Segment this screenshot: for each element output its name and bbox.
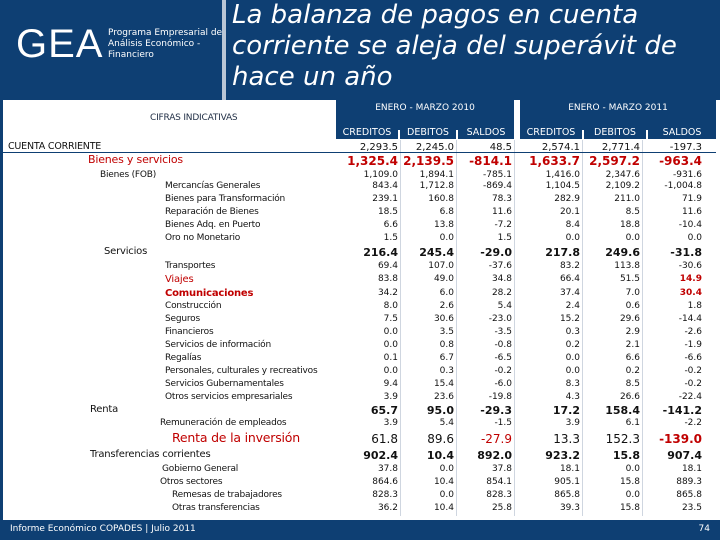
program-subtitle: Programa Empresarial de Análisis Económico - Financiero bbox=[108, 28, 223, 60]
cell-value: -0.2 bbox=[494, 366, 512, 376]
cell-value: -22.4 bbox=[678, 392, 702, 402]
table-row bbox=[0, 404, 720, 418]
cell-value: -0.2 bbox=[684, 379, 702, 389]
row-label: Mercancías Generales bbox=[165, 181, 261, 191]
cell-value: 1,712.8 bbox=[419, 181, 454, 191]
header-band bbox=[0, 0, 720, 100]
cell-value: 15.4 bbox=[433, 379, 454, 389]
row-label: Financieros bbox=[165, 327, 214, 337]
cell-value: 3.9 bbox=[383, 418, 398, 428]
cell-value: 14.9 bbox=[679, 274, 702, 284]
cell-value: 83.2 bbox=[559, 261, 580, 271]
col-header-debitos-2011: DEBITOS bbox=[584, 127, 646, 139]
cell-value: 905.1 bbox=[554, 477, 580, 487]
cell-value: -1,004.8 bbox=[664, 181, 702, 191]
cell-value: -6.5 bbox=[494, 353, 512, 363]
cell-value: 51.5 bbox=[619, 274, 640, 284]
cell-value: 37.4 bbox=[559, 288, 580, 298]
cell-value: 923.2 bbox=[545, 449, 580, 462]
row-label: Bienes y servicios bbox=[88, 153, 183, 166]
row-label: Servicios Gubernamentales bbox=[165, 379, 284, 389]
table-row bbox=[0, 301, 720, 312]
cell-value: 8.0 bbox=[383, 301, 398, 311]
cell-value: 49.0 bbox=[433, 274, 454, 284]
cell-value: 889.3 bbox=[676, 477, 702, 487]
cell-value: 0.1 bbox=[383, 353, 398, 363]
col-header-saldos-2010: SALDOS bbox=[458, 127, 514, 139]
cell-value: -6.0 bbox=[494, 379, 512, 389]
table-row bbox=[0, 418, 720, 429]
col-header-debitos-2010: DEBITOS bbox=[400, 127, 456, 139]
cell-value: 15.8 bbox=[619, 503, 640, 513]
row-label: Regalías bbox=[165, 353, 202, 363]
row-label: Gobierno General bbox=[162, 464, 239, 474]
cell-value: 217.8 bbox=[545, 246, 580, 259]
cell-value: 48.5 bbox=[489, 142, 512, 153]
cell-value: 865.8 bbox=[676, 490, 702, 500]
gea-logo: GEA bbox=[16, 22, 104, 66]
cell-value: 69.4 bbox=[377, 261, 398, 271]
cell-value: 10.4 bbox=[433, 503, 454, 513]
cell-value: 843.4 bbox=[372, 181, 398, 191]
cell-value: 1.8 bbox=[687, 301, 702, 311]
cell-value: 11.6 bbox=[491, 207, 512, 217]
table-row bbox=[0, 288, 720, 299]
cell-value: 0.2 bbox=[625, 366, 640, 376]
cell-value: 249.6 bbox=[605, 246, 640, 259]
cell-value: 13.8 bbox=[433, 220, 454, 230]
cell-value: 0.0 bbox=[565, 233, 580, 243]
cell-value: 8.4 bbox=[565, 220, 580, 230]
cell-value: 828.3 bbox=[486, 490, 512, 500]
cell-value: 11.6 bbox=[681, 207, 702, 217]
table-row bbox=[0, 340, 720, 351]
cell-value: 2,347.6 bbox=[605, 170, 640, 180]
slide-title: La balanza de pagos en cuenta corriente se aleja del superávit de hace un año bbox=[232, 0, 677, 92]
cell-value: -14.4 bbox=[678, 314, 702, 324]
cell-value: -19.8 bbox=[488, 392, 512, 402]
cell-value: 1,109.0 bbox=[363, 170, 398, 180]
cell-value: -23.0 bbox=[488, 314, 512, 324]
row-label: Seguros bbox=[165, 314, 200, 324]
cell-value: 28.2 bbox=[491, 288, 512, 298]
cell-value: -963.4 bbox=[659, 154, 702, 168]
footer-source: Informe Económico COPADES | Julio 2011 bbox=[10, 524, 196, 534]
cell-value: 0.0 bbox=[383, 340, 398, 350]
table-row bbox=[0, 246, 720, 260]
cell-value: 245.4 bbox=[419, 246, 454, 259]
cell-value: -139.0 bbox=[659, 432, 702, 446]
cell-value: 0.8 bbox=[439, 340, 454, 350]
cell-value: 0.0 bbox=[439, 490, 454, 500]
cell-value: 2,245.0 bbox=[415, 142, 454, 153]
cell-value: 0.0 bbox=[625, 464, 640, 474]
cell-value: -931.6 bbox=[672, 170, 702, 180]
cell-value: -0.8 bbox=[494, 340, 512, 350]
cell-value: 2,574.1 bbox=[541, 142, 580, 153]
cell-value: 865.8 bbox=[554, 490, 580, 500]
table-row bbox=[0, 141, 720, 152]
cell-value: 0.3 bbox=[439, 366, 454, 376]
cell-value: 34.8 bbox=[491, 274, 512, 284]
cell-value: -6.6 bbox=[684, 353, 702, 363]
cell-value: 6.6 bbox=[383, 220, 398, 230]
row-label: Comunicaciones bbox=[165, 288, 254, 299]
cell-value: 37.8 bbox=[491, 464, 512, 474]
cell-value: 4.3 bbox=[565, 392, 580, 402]
cell-value: 8.3 bbox=[565, 379, 580, 389]
cell-value: 89.6 bbox=[427, 432, 454, 446]
cell-value: 1,416.0 bbox=[545, 170, 580, 180]
cell-value: 158.4 bbox=[605, 404, 640, 417]
table-row bbox=[0, 314, 720, 325]
cell-value: 18.8 bbox=[619, 220, 640, 230]
cell-value: 17.2 bbox=[552, 404, 580, 417]
cell-value: 29.6 bbox=[619, 314, 640, 324]
table-row bbox=[0, 207, 720, 218]
row-label: Personales, culturales y recreativos bbox=[165, 366, 318, 376]
cell-value: 1,894.1 bbox=[419, 170, 454, 180]
table-row bbox=[0, 449, 720, 463]
cell-value: 2.1 bbox=[625, 340, 640, 350]
cell-value: 0.0 bbox=[625, 233, 640, 243]
period-header-2010: ENERO - MARZO 2010 bbox=[336, 100, 514, 130]
cell-value: 78.3 bbox=[491, 194, 512, 204]
cell-value: 0.0 bbox=[625, 490, 640, 500]
cell-value: 2.4 bbox=[565, 301, 580, 311]
cell-value: 10.4 bbox=[426, 449, 454, 462]
cell-value: -29.0 bbox=[480, 246, 512, 259]
header-divider bbox=[222, 0, 226, 100]
cell-value: 902.4 bbox=[363, 449, 398, 462]
cell-value: 113.8 bbox=[614, 261, 640, 271]
cell-value: 0.0 bbox=[687, 233, 702, 243]
cell-value: 34.2 bbox=[377, 288, 398, 298]
row-label: Oro no Monetario bbox=[165, 233, 241, 243]
table-row bbox=[0, 477, 720, 488]
cell-value: 1,104.5 bbox=[545, 181, 580, 191]
cell-value: -0.2 bbox=[684, 366, 702, 376]
cell-value: 61.8 bbox=[371, 432, 398, 446]
cell-value: 66.4 bbox=[559, 274, 580, 284]
cell-value: 8.5 bbox=[625, 207, 640, 217]
cell-value: 892.0 bbox=[477, 449, 512, 462]
cell-value: 39.3 bbox=[559, 503, 580, 513]
footer-band bbox=[0, 520, 720, 540]
table-row bbox=[0, 432, 720, 447]
cell-value: 239.1 bbox=[372, 194, 398, 204]
table-row bbox=[0, 170, 720, 181]
table-row bbox=[0, 503, 720, 514]
cell-value: -3.5 bbox=[494, 327, 512, 337]
row-label: Reparación de Bienes bbox=[165, 207, 259, 217]
table-row bbox=[0, 353, 720, 364]
row-label: Otras transferencias bbox=[172, 503, 260, 513]
cell-value: 2.9 bbox=[625, 327, 640, 337]
row-label: Otros sectores bbox=[160, 477, 223, 487]
table-row bbox=[0, 274, 720, 286]
cell-value: -7.2 bbox=[494, 220, 512, 230]
cell-value: -2.6 bbox=[684, 327, 702, 337]
cell-value: 3.5 bbox=[439, 327, 454, 337]
cell-value: 23.6 bbox=[433, 392, 454, 402]
cell-value: -814.1 bbox=[469, 154, 512, 168]
cell-value: 907.4 bbox=[667, 449, 702, 462]
cifras-heading: CIFRAS INDICATIVAS bbox=[150, 113, 238, 123]
cell-value: 2,293.5 bbox=[359, 142, 398, 153]
cell-value: 18.5 bbox=[377, 207, 398, 217]
cell-value: -785.1 bbox=[482, 170, 512, 180]
col-header-creditos-2011: CREDITOS bbox=[520, 127, 582, 139]
cell-value: 30.6 bbox=[433, 314, 454, 324]
row-label: Servicios bbox=[104, 246, 148, 257]
cell-value: 0.0 bbox=[565, 366, 580, 376]
row-label: Transportes bbox=[165, 261, 216, 271]
cell-value: 0.0 bbox=[565, 353, 580, 363]
cell-value: 23.5 bbox=[681, 503, 702, 513]
cell-value: 2,109.2 bbox=[605, 181, 640, 191]
cell-value: 6.7 bbox=[439, 353, 454, 363]
cell-value: -869.4 bbox=[482, 181, 512, 191]
cell-value: 1,633.7 bbox=[529, 154, 580, 168]
cell-value: 7.5 bbox=[383, 314, 398, 324]
table-row bbox=[0, 220, 720, 231]
row-label: Bienes (FOB) bbox=[100, 170, 157, 180]
cell-value: 15.8 bbox=[619, 477, 640, 487]
cell-value: 1.5 bbox=[383, 233, 398, 243]
row-label: Renta bbox=[90, 404, 119, 415]
cell-value: 2,771.4 bbox=[601, 142, 640, 153]
cell-value: 854.1 bbox=[486, 477, 512, 487]
cell-value: 2,139.5 bbox=[403, 154, 454, 168]
row-label: CUENTA CORRIENTE bbox=[8, 141, 102, 152]
table-row bbox=[0, 181, 720, 192]
cell-value: 2,597.2 bbox=[589, 154, 640, 168]
cell-value: 83.8 bbox=[377, 274, 398, 284]
cell-value: 2.6 bbox=[439, 301, 454, 311]
cell-value: 37.8 bbox=[377, 464, 398, 474]
row-label: Otros servicios empresariales bbox=[165, 392, 293, 402]
cell-value: 65.7 bbox=[370, 404, 398, 417]
cell-value: 107.0 bbox=[428, 261, 454, 271]
cell-value: -1.5 bbox=[494, 418, 512, 428]
cell-value: 95.0 bbox=[426, 404, 454, 417]
cell-value: 864.6 bbox=[372, 477, 398, 487]
cell-value: 5.4 bbox=[497, 301, 512, 311]
cell-value: 152.3 bbox=[605, 432, 640, 446]
cell-value: 282.9 bbox=[554, 194, 580, 204]
row-label: Viajes bbox=[165, 274, 194, 285]
cell-value: 0.0 bbox=[383, 327, 398, 337]
row-label: Transferencias corrientes bbox=[90, 449, 211, 460]
cell-value: 15.2 bbox=[559, 314, 580, 324]
table-row bbox=[0, 392, 720, 403]
cell-value: 0.2 bbox=[565, 340, 580, 350]
cell-value: 3.9 bbox=[565, 418, 580, 428]
cell-value: 160.8 bbox=[428, 194, 454, 204]
row-label: Construcción bbox=[165, 301, 222, 311]
cell-value: 1,325.4 bbox=[347, 154, 398, 168]
cell-value: 3.9 bbox=[383, 392, 398, 402]
table-row bbox=[0, 194, 720, 205]
table-row bbox=[0, 464, 720, 475]
cell-value: 6.0 bbox=[439, 288, 454, 298]
cell-value: 216.4 bbox=[363, 246, 398, 259]
cell-value: -29.3 bbox=[480, 404, 512, 417]
cell-value: 0.3 bbox=[565, 327, 580, 337]
table-row bbox=[0, 490, 720, 501]
cell-value: 6.6 bbox=[625, 353, 640, 363]
cell-value: 30.4 bbox=[679, 288, 702, 298]
cell-value: -10.4 bbox=[678, 220, 702, 230]
table-row bbox=[0, 327, 720, 338]
cell-value: 8.5 bbox=[625, 379, 640, 389]
period-header-2011: ENERO - MARZO 2011 bbox=[520, 100, 716, 130]
page-number: 74 bbox=[698, 524, 710, 534]
cell-value: 0.0 bbox=[439, 464, 454, 474]
cell-value: 1.5 bbox=[497, 233, 512, 243]
table-row bbox=[0, 233, 720, 244]
row-label: Bienes Adq. en Puerto bbox=[165, 220, 261, 230]
table-row bbox=[0, 261, 720, 272]
cell-value: 36.2 bbox=[377, 503, 398, 513]
row-label: Servicios de información bbox=[165, 340, 271, 350]
table-row bbox=[0, 366, 720, 377]
cell-value: 10.4 bbox=[433, 477, 454, 487]
table-row bbox=[0, 154, 720, 168]
col-header-saldos-2011: SALDOS bbox=[648, 127, 716, 139]
cell-value: 13.3 bbox=[553, 432, 580, 446]
row-label: Renta de la inversión bbox=[172, 430, 300, 445]
cell-value: -30.6 bbox=[678, 261, 702, 271]
row-label: Bienes para Transformación bbox=[165, 194, 286, 204]
cell-value: 20.1 bbox=[559, 207, 580, 217]
cell-value: 0.0 bbox=[383, 366, 398, 376]
cell-value: -2.2 bbox=[684, 418, 702, 428]
cell-value: -31.8 bbox=[670, 246, 702, 259]
cell-value: 0.0 bbox=[439, 233, 454, 243]
cell-value: -27.9 bbox=[480, 432, 512, 446]
cell-value: 6.1 bbox=[625, 418, 640, 428]
cell-value: -141.2 bbox=[662, 404, 702, 417]
cell-value: -197.3 bbox=[669, 142, 702, 153]
cell-value: 18.1 bbox=[681, 464, 702, 474]
col-header-creditos-2010: CREDITOS bbox=[336, 127, 398, 139]
cell-value: 9.4 bbox=[383, 379, 398, 389]
cell-value: 7.0 bbox=[625, 288, 640, 298]
cell-value: 18.1 bbox=[559, 464, 580, 474]
cell-value: -37.6 bbox=[488, 261, 512, 271]
cell-value: 26.6 bbox=[619, 392, 640, 402]
cell-value: -1.9 bbox=[684, 340, 702, 350]
cell-value: 71.9 bbox=[681, 194, 702, 204]
cell-value: 5.4 bbox=[439, 418, 454, 428]
cell-value: 0.6 bbox=[625, 301, 640, 311]
cell-value: 6.8 bbox=[439, 207, 454, 217]
table-row bbox=[0, 379, 720, 390]
cell-value: 828.3 bbox=[372, 490, 398, 500]
cell-value: 15.8 bbox=[612, 449, 640, 462]
cell-value: 211.0 bbox=[614, 194, 640, 204]
row-label: Remesas de trabajadores bbox=[172, 490, 282, 500]
row-label: Remuneración de empleados bbox=[160, 418, 287, 428]
cell-value: 25.8 bbox=[491, 503, 512, 513]
